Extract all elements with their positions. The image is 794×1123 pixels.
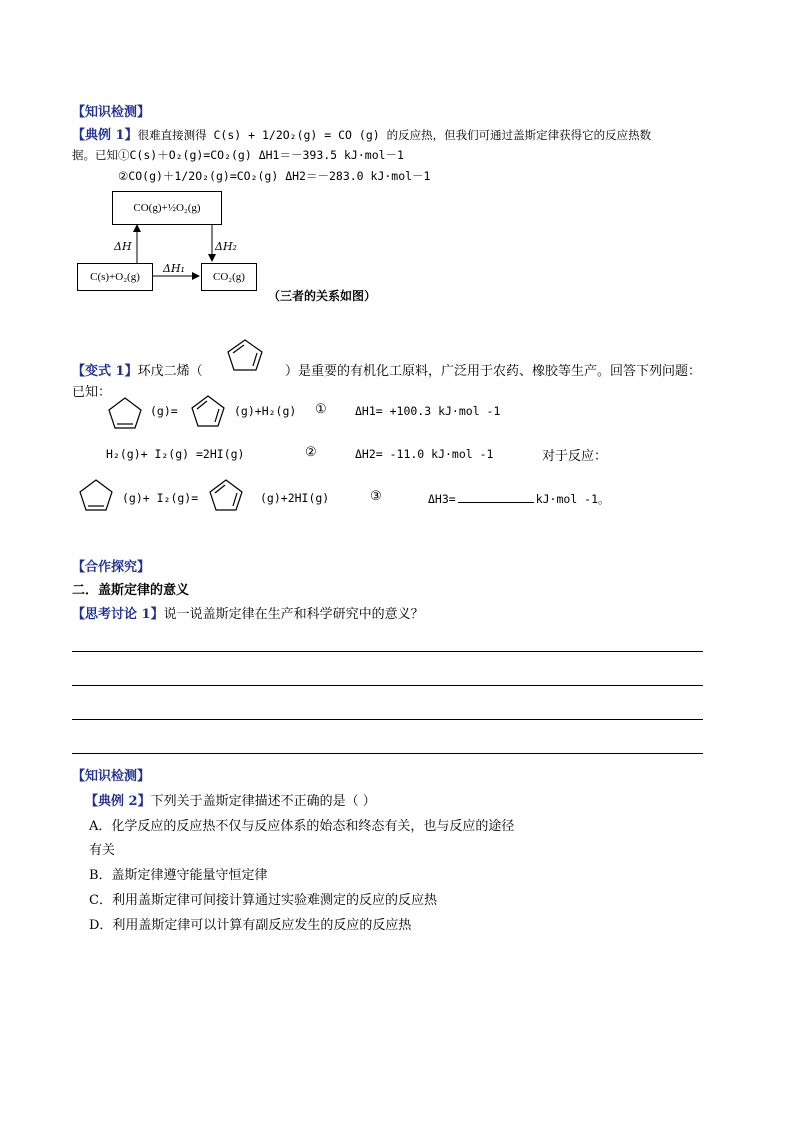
r1-dh: ΔH1= +100.3 kJ·mol -1 [355,404,501,418]
example1-tag: 【典例 1】 [72,128,138,143]
diagram-box-co: CO(g)+½O₂(g) [112,191,222,225]
answer-line[interactable] [72,753,703,754]
example1-text: 很难直接测得 C(s) + 1/2O₂(g) = CO (g) 的反应热，但我们可通过盖斯定律获得它的反应热数 [137,128,652,142]
given-label: 已知： [72,385,112,400]
r3-number: ③ [370,489,382,504]
diagram-box-c: C(s)+O₂(g) [77,263,153,291]
r3-dh-label: ΔH3= [428,492,456,506]
r1-part-b: (g)+H₂(g) [234,404,297,418]
answer-line[interactable] [72,651,703,652]
r3-dh [428,491,610,507]
answer-line[interactable] [72,719,703,720]
example1-line2: 据。已知①C(s)＋O₂(g)=CO₂(g) ΔH1＝－393.5 kJ·mol－1 [72,148,404,162]
r2-equation: H₂(g)+ I₂(g) =2HI(g) [106,447,245,461]
section-heading: 【合作探究】 [72,560,151,575]
section-heading: 【知识检测】 [72,769,151,784]
cyclopentadiene-icon [188,393,228,429]
variant1-text-a: 环戊二烯（ [137,364,203,379]
r2-dh: ΔH2= -11.0 kJ·mol -1 [355,447,494,461]
r3-part-a: (g)+ I₂(g)= [122,491,199,505]
r1-part-a: (g)= [150,404,178,418]
option-a[interactable]: A．化学反应的反应热不仅与反应体系的始态和终态有关，也与反应的途径 [89,819,515,834]
diagram-box-co2: CO₂(g) [201,263,257,291]
discuss-line [72,603,424,622]
r1-number: ① [315,402,327,417]
option-c[interactable]: C．利用盖斯定律可间接计算通过实验难测定的反应的反应热 [89,893,437,908]
label-dh1: ΔH₁ [163,262,185,275]
r3-dh-unit: kJ·mol -1。 [535,492,610,506]
answer-blank[interactable] [458,492,534,503]
discuss-tag: 【思考讨论 1】 [72,607,164,622]
section-heading: 【知识检测】 [72,105,151,120]
option-a-continued: 有关 [89,843,116,858]
cyclopentene-icon [105,395,145,431]
variant1-tag: 【变式 1】 [72,364,138,379]
option-d[interactable]: D．利用盖斯定律可以计算有副反应发生的反应的反应热 [89,918,412,933]
r2-tail: 对于反应： [542,449,608,464]
r2-number: ② [305,445,317,460]
variant1-line [72,360,203,379]
option-b[interactable]: B．盖斯定律遵守能量守恒定律 [89,868,268,883]
label-dh: ΔH [114,240,132,253]
cyclopentadiene-icon [206,477,246,513]
label-dh2: ΔH₂ [215,240,237,253]
section-subheading: 二．盖斯定律的意义 [72,583,190,598]
cyclopentene-icon [76,477,116,513]
example2-tag: 【典例 2】 [85,794,151,809]
example2-line [85,790,376,809]
cyclopentadiene-icon [224,338,266,372]
variant1-text-b: ）是重要的有机化工原料，广泛用于农药、橡胶等生产。回答下列问题： [285,364,702,379]
example1-line3: ②CO(g)＋1/2O₂(g)=CO₂(g) ΔH2＝－283.0 kJ·mol－1 [118,169,431,183]
discuss-text: 说一说盖斯定律在生产和科学研究中的意义？ [163,607,424,622]
example2-text: 下列关于盖斯定律描述不正确的是（ ） [150,794,376,809]
diagram-arrows [0,0,300,300]
diagram-caption: （三者的关系如图） [268,289,377,303]
answer-line[interactable] [72,685,703,686]
r3-part-b: (g)+2HI(g) [260,491,330,505]
